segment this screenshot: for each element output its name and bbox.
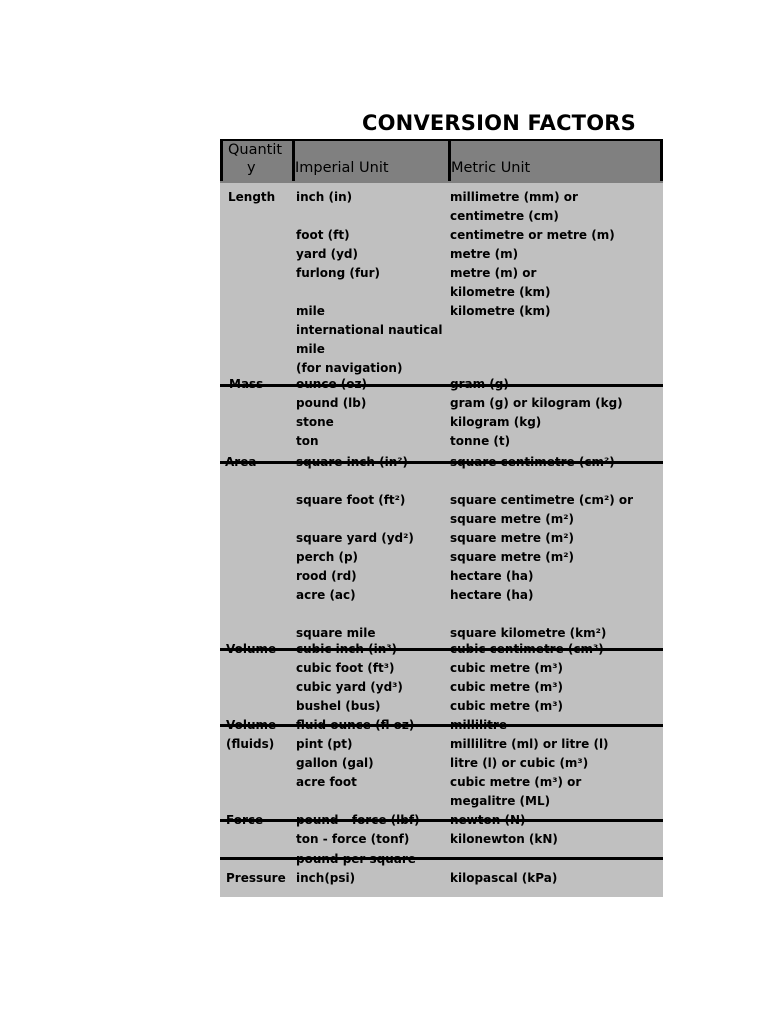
header-separator bbox=[660, 141, 663, 181]
conversion-table bbox=[220, 139, 663, 897]
metric-unit: hectare (ha) bbox=[450, 569, 534, 583]
imperial-unit: bushel (bus) bbox=[296, 699, 381, 713]
section-divider bbox=[220, 819, 663, 822]
imperial-unit: pound (lb) bbox=[296, 396, 367, 410]
metric-unit: kilometre (km) bbox=[450, 285, 551, 299]
metric-unit: gram (g) or kilogram (kg) bbox=[450, 396, 623, 410]
imperial-unit: furlong (fur) bbox=[296, 266, 380, 280]
section-divider bbox=[220, 384, 663, 387]
table-header bbox=[220, 139, 663, 183]
metric-unit: kilopascal (kPa) bbox=[450, 871, 558, 885]
imperial-unit: ton - force (tonf) bbox=[296, 832, 410, 846]
header-imperial bbox=[295, 141, 447, 181]
quantity-label: Pressure bbox=[226, 871, 286, 885]
header-metric-label: Metric Unit bbox=[451, 160, 531, 176]
metric-unit: square metre (m²) bbox=[450, 550, 574, 564]
imperial-unit: square yard (yd²) bbox=[296, 531, 414, 545]
metric-unit: cubic metre (m³) bbox=[450, 680, 563, 694]
quantity-label: (fluids) bbox=[226, 737, 275, 751]
header-imperial-label: Imperial Unit bbox=[295, 160, 389, 176]
metric-unit: metre (m) bbox=[450, 247, 519, 261]
imperial-unit: cubic foot (ft³) bbox=[296, 661, 395, 675]
metric-unit: tonne (t) bbox=[450, 434, 511, 448]
header-quantity-line2: y bbox=[247, 160, 256, 176]
imperial-unit: perch (p) bbox=[296, 550, 359, 564]
metric-unit: square centimetre (cm²) or bbox=[450, 493, 634, 507]
metric-unit: cubic metre (m³) or bbox=[450, 775, 582, 789]
imperial-unit: gallon (gal) bbox=[296, 756, 374, 770]
metric-unit: millilitre (ml) or litre (l) bbox=[450, 737, 609, 751]
imperial-unit: mile bbox=[296, 304, 325, 318]
imperial-unit: yard (yd) bbox=[296, 247, 358, 261]
section-divider bbox=[220, 857, 663, 860]
metric-unit: kilogram (kg) bbox=[450, 415, 542, 429]
imperial-unit: ton bbox=[296, 434, 319, 448]
imperial-unit: stone bbox=[296, 415, 334, 429]
page-title: CONVERSION FACTORS bbox=[362, 111, 636, 135]
imperial-unit: international nautical bbox=[296, 323, 443, 337]
metric-unit: megalitre (ML) bbox=[450, 794, 551, 808]
imperial-unit: cubic yard (yd³) bbox=[296, 680, 403, 694]
metric-unit: hectare (ha) bbox=[450, 588, 534, 602]
metric-unit: square metre (m²) bbox=[450, 512, 574, 526]
metric-unit: litre (l) or cubic (m³) bbox=[450, 756, 589, 770]
imperial-unit: rood (rd) bbox=[296, 569, 357, 583]
header-separator bbox=[220, 141, 223, 181]
imperial-unit: square foot (ft²) bbox=[296, 493, 406, 507]
imperial-unit: acre (ac) bbox=[296, 588, 356, 602]
metric-unit: centimetre or metre (m) bbox=[450, 228, 615, 242]
metric-unit: kilometre (km) bbox=[450, 304, 551, 318]
metric-unit: square kilometre (km²) bbox=[450, 626, 607, 640]
imperial-unit: pint (pt) bbox=[296, 737, 353, 751]
metric-unit: centimetre (cm) bbox=[450, 209, 559, 223]
imperial-unit: inch (in) bbox=[296, 190, 353, 204]
metric-unit: square metre (m²) bbox=[450, 531, 574, 545]
imperial-unit: mile bbox=[296, 342, 325, 356]
metric-unit: metre (m) or bbox=[450, 266, 537, 280]
section-divider bbox=[220, 724, 663, 727]
quantity-label: Length bbox=[228, 190, 276, 204]
section-divider bbox=[220, 461, 663, 464]
metric-unit: kilonewton (kN) bbox=[450, 832, 558, 846]
imperial-unit: foot (ft) bbox=[296, 228, 350, 242]
imperial-unit: inch(psi) bbox=[296, 871, 356, 885]
section-divider bbox=[220, 648, 663, 651]
header-metric bbox=[451, 141, 661, 181]
header-quantity bbox=[220, 141, 294, 181]
imperial-unit: acre foot bbox=[296, 775, 357, 789]
metric-unit: cubic metre (m³) bbox=[450, 699, 563, 713]
imperial-unit: square mile bbox=[296, 626, 376, 640]
metric-unit: cubic metre (m³) bbox=[450, 661, 563, 675]
header-quantity-line1: Quantit bbox=[228, 142, 283, 158]
imperial-unit: (for navigation) bbox=[296, 361, 403, 375]
metric-unit: millimetre (mm) or bbox=[450, 190, 578, 204]
